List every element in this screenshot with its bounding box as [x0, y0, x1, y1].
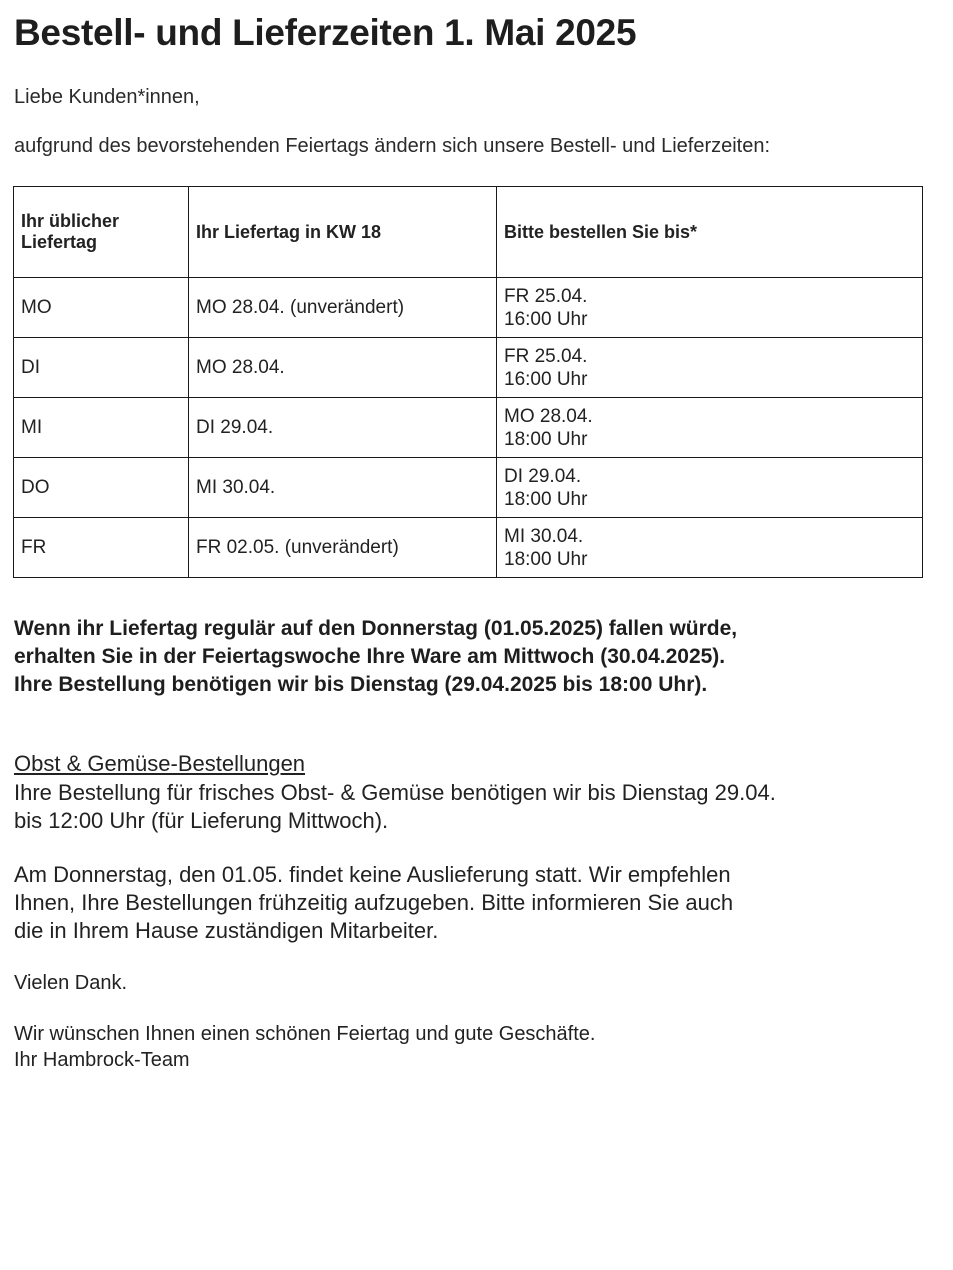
signature: Ihr Hambrock-Team — [14, 1049, 190, 1071]
table-row — [14, 398, 923, 458]
order-deadline-time: 16:00 Uhr — [504, 368, 588, 390]
table-row — [14, 518, 923, 578]
order-deadline-time: 18:00 Uhr — [504, 548, 588, 570]
order-deadline-time: 18:00 Uhr — [504, 428, 588, 450]
holiday-line: die in Ihrem Hause zuständigen Mitarbeiter. — [14, 918, 439, 943]
order-deadline-cell — [497, 458, 923, 518]
header-usual-line2: Liefertag — [21, 232, 98, 252]
delivery-day-cell: FR 02.05. (unverändert) — [189, 518, 497, 578]
usual-day-cell: DO — [14, 458, 189, 518]
order-deadline-date: MI 30.04. — [504, 525, 584, 547]
holiday-notice-text — [14, 861, 733, 945]
order-deadline-cell — [497, 518, 923, 578]
notice-line: erhalten Sie in der Feiertagswoche Ihre Ware am Mittwoch (30.04.2025). — [14, 645, 726, 668]
usual-day-cell: FR — [14, 518, 189, 578]
produce-orders-text — [14, 779, 776, 835]
order-deadline-date: MO 28.04. — [504, 405, 593, 427]
thanks-text: Vielen Dank. — [14, 972, 128, 994]
produce-line: bis 12:00 Uhr (für Lieferung Mittwoch). — [14, 808, 389, 833]
produce-line: Ihre Bestellung für frisches Obst- & Gemüse benötigen wir bis Dienstag 29.04. — [14, 780, 776, 805]
table-row — [14, 278, 923, 338]
header-order-by: Bitte bestellen Sie bis* — [497, 187, 923, 278]
closing-text — [14, 1021, 595, 1073]
usual-day-cell: MO — [14, 278, 189, 338]
delivery-schedule-table — [13, 186, 923, 578]
holiday-line: Am Donnerstag, den 01.05. findet keine Auslieferung statt. Wir empfehlen — [14, 862, 731, 887]
notice-line: Ihre Bestellung benötigen wir bis Dienstag (29.04.2025 bis 18:00 Uhr). — [14, 673, 708, 696]
delivery-day-cell: DI 29.04. — [189, 398, 497, 458]
greeting: Liebe Kunden*innen, — [14, 86, 200, 108]
header-delivery-day-kw18: Ihr Liefertag in KW 18 — [189, 187, 497, 278]
order-deadline-cell — [497, 338, 923, 398]
closing-line: Wir wünschen Ihnen einen schönen Feiertag und gute Geschäfte. — [14, 1023, 596, 1045]
usual-day-cell: MI — [14, 398, 189, 458]
usual-day-cell: DI — [14, 338, 189, 398]
header-usual-delivery-day — [14, 187, 189, 278]
order-deadline-date: FR 25.04. — [504, 345, 588, 367]
delivery-day-cell: MO 28.04. — [189, 338, 497, 398]
order-deadline-date: DI 29.04. — [504, 465, 582, 487]
notice-line: Wenn ihr Liefertag regulär auf den Donnerstag (01.05.2025) fallen würde, — [14, 617, 738, 640]
order-deadline-date: FR 25.04. — [504, 285, 588, 307]
order-deadline-cell — [497, 398, 923, 458]
delivery-day-cell: MI 30.04. — [189, 458, 497, 518]
table-row — [14, 338, 923, 398]
table-header-row — [14, 187, 923, 278]
order-deadline-time: 16:00 Uhr — [504, 308, 588, 330]
delivery-day-cell: MO 28.04. (unverändert) — [189, 278, 497, 338]
order-deadline-time: 18:00 Uhr — [504, 488, 588, 510]
table-row — [14, 458, 923, 518]
order-deadline-cell — [497, 278, 923, 338]
thursday-delivery-notice — [14, 615, 737, 699]
produce-orders-heading: Obst & Gemüse-Bestellungen — [14, 751, 306, 776]
holiday-line: Ihnen, Ihre Bestellungen frühzeitig aufzugeben. Bitte informieren Sie auch — [14, 890, 734, 915]
page-title: Bestell- und Lieferzeiten 1. Mai 2025 — [14, 12, 637, 53]
intro-text: aufgrund des bevorstehenden Feiertags ändern sich unsere Bestell- und Lieferzeiten: — [14, 135, 771, 157]
header-usual-line1: Ihr üblicher — [21, 211, 120, 231]
